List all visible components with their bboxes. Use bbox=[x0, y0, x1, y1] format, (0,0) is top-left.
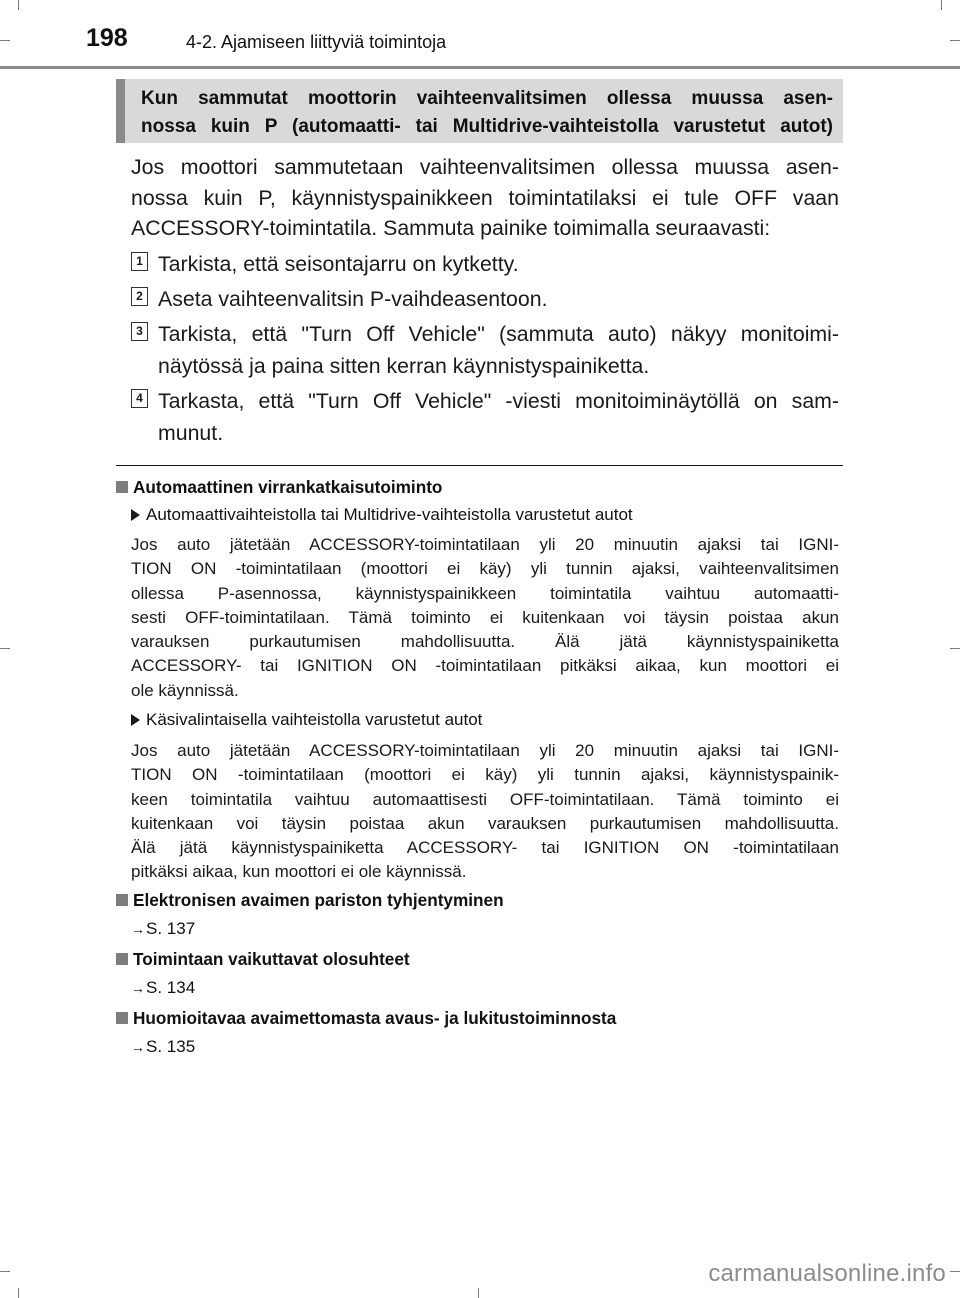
page-reference[interactable] bbox=[131, 919, 195, 939]
crop-mark bbox=[18, 1288, 19, 1298]
step-line: näytössä ja paina sitten kerran käynnistyspainiketta. bbox=[158, 354, 650, 378]
heading-text: Elektronisen avaimen pariston tyhjentyminen bbox=[133, 890, 504, 910]
page-reference-text[interactable]: S. 135 bbox=[146, 1037, 196, 1056]
paragraph-line: Jos auto jätetään ACCESSORY-toimintatilaan yli 20 minuutin ajaksi tai IGNI- bbox=[131, 741, 839, 760]
watermark: carmanualsonline.info bbox=[708, 1260, 946, 1287]
crop-mark bbox=[18, 0, 19, 10]
heading-key-battery bbox=[116, 890, 504, 911]
crop-mark bbox=[0, 40, 10, 41]
section-divider bbox=[116, 465, 843, 466]
step-line: Tarkista, että seisontajarru on kytketty. bbox=[158, 252, 519, 276]
heading-operating-conditions bbox=[116, 949, 410, 970]
heading-text: Automaattinen virrankatkaisutoiminto bbox=[133, 477, 443, 497]
paragraph-line: ollessa P-asennossa, käynnistyspainikkeen toimintatila vaihtuu automaatti- bbox=[131, 583, 839, 603]
paragraph-line: sesti OFF-toimintatilaan. Tämä toiminto ei kuitenkaan voi täysin poistaa akun bbox=[131, 607, 839, 627]
crop-mark bbox=[950, 648, 960, 649]
step-line: Tarkasta, että "Turn Off Vehicle" -viesti monitoiminäytöllä on sam- bbox=[158, 389, 839, 413]
paragraph-line: Älä jätä käynnistyspainiketta ACCESSORY- tai IGNITION ON -toimintatilaan bbox=[131, 838, 839, 858]
intro-line: ACCESSORY-toimintatila. Sammuta painike toimimalla seuraavasti: bbox=[131, 216, 771, 240]
square-bullet-icon bbox=[116, 953, 128, 965]
paragraph-line: TION ON -toimintatilaan (moottori ei käy) yli tunnin ajaksi, vaihteenvalitsimen bbox=[131, 559, 839, 579]
subheading-text: Käsivalintaisella vaihteistolla varustetut autot bbox=[146, 710, 483, 729]
step-line: Tarkista, että "Turn Off Vehicle" (sammuta auto) näkyy monitoimi- bbox=[158, 322, 839, 346]
heading-auto-power-off bbox=[116, 477, 442, 498]
arrow-right-icon: → bbox=[131, 1039, 145, 1055]
step-text bbox=[158, 283, 839, 315]
paragraph-line: kuitenkaan voi täysin poistaa akun varauksen purkautumisen mahdollisuutta. bbox=[131, 813, 839, 833]
triangle-bullet-icon bbox=[131, 509, 140, 521]
crop-mark bbox=[478, 1288, 479, 1298]
paragraph-line: TION ON -toimintatilaan (moottori ei käy) yli tunnin ajaksi, käynnistyspainik- bbox=[131, 765, 839, 785]
step-line: munut. bbox=[158, 421, 224, 445]
page-reference-text[interactable]: S. 134 bbox=[146, 978, 196, 997]
paragraph-line: ole käynnissä. bbox=[131, 680, 239, 700]
arrow-right-icon: → bbox=[131, 921, 145, 937]
step-number-badge: 2 bbox=[131, 287, 148, 306]
paragraph-manual bbox=[131, 739, 839, 885]
subheading-automatic bbox=[131, 505, 633, 525]
subheading-manual bbox=[131, 710, 482, 730]
heading-keyless-notes bbox=[116, 1008, 616, 1029]
callout-title bbox=[141, 85, 833, 141]
paragraph-automatic bbox=[131, 533, 839, 703]
page-reference[interactable] bbox=[131, 1037, 195, 1057]
step-number-badge: 4 bbox=[131, 389, 148, 408]
step-line: Aseta vaihteenvalitsin P-vaihdeasentoon. bbox=[158, 287, 548, 311]
paragraph-line: varauksen purkautumisen mahdollisuutta. Älä jätä käynnistyspainiketta bbox=[131, 632, 839, 652]
subheading-text: Automaattivaihteistolla tai Multidrive-vaihteistolla varustetut autot bbox=[146, 505, 633, 524]
callout-title-line: nossa kuin P (automaatti- tai Multidrive-vaihteistolla varustetut autot) bbox=[141, 116, 833, 137]
step-number-badge: 3 bbox=[131, 322, 148, 341]
arrow-right-icon: → bbox=[131, 980, 145, 996]
page-reference[interactable] bbox=[131, 978, 195, 998]
crop-mark bbox=[950, 40, 960, 41]
heading-text: Toimintaan vaikuttavat olosuhteet bbox=[133, 949, 410, 969]
section-title: 4-2. Ajamiseen liittyviä toimintoja bbox=[186, 32, 447, 52]
square-bullet-icon bbox=[116, 894, 128, 906]
crop-mark bbox=[950, 1271, 960, 1272]
crop-mark bbox=[941, 0, 942, 10]
callout-box bbox=[116, 79, 843, 143]
square-bullet-icon bbox=[116, 481, 128, 493]
intro-line: Jos moottori sammutetaan vaihteenvalitsimen ollessa muussa asen- bbox=[131, 155, 839, 179]
header-rule bbox=[0, 66, 960, 69]
page-reference-text[interactable]: S. 137 bbox=[146, 919, 196, 938]
intro-paragraph bbox=[131, 152, 839, 244]
step-text bbox=[158, 385, 839, 449]
callout-title-line: Kun sammutat moottorin vaihteenvalitsimen ollessa muussa asen- bbox=[141, 88, 833, 109]
paragraph-line: ACCESSORY- tai IGNITION ON -toimintatilaan pitkäksi aikaa, kun moottori ei bbox=[131, 656, 839, 676]
step-text bbox=[158, 248, 839, 280]
paragraph-line: pitkäksi aikaa, kun moottori ei ole käynnissä. bbox=[131, 862, 467, 882]
triangle-bullet-icon bbox=[131, 714, 140, 726]
paragraph-line: Jos auto jätetään ACCESSORY-toimintatilaan yli 20 minuutin ajaksi tai IGNI- bbox=[131, 535, 839, 554]
crop-mark bbox=[0, 648, 10, 649]
heading-text: Huomioitavaa avaimettomasta avaus- ja lukitustoiminnosta bbox=[133, 1008, 617, 1028]
step-text bbox=[158, 318, 839, 382]
intro-line: nossa kuin P, käynnistyspainikkeen toimintatilaksi ei tule OFF vaan bbox=[131, 185, 839, 210]
crop-mark bbox=[0, 1271, 10, 1272]
step-number-badge: 1 bbox=[131, 252, 148, 271]
square-bullet-icon bbox=[116, 1012, 128, 1024]
paragraph-line: keen toimintatila vaihtuu automaattisesti OFF-toimintatilaan. Tämä toiminto ei bbox=[131, 789, 839, 809]
page-number: 198 bbox=[86, 24, 128, 52]
